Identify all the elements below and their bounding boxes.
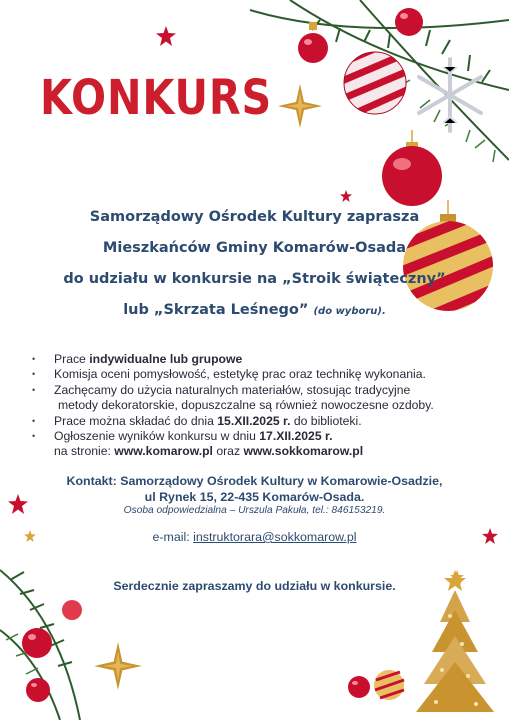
rule-text: Prace można składać do dnia — [54, 413, 218, 428]
email-line — [0, 530, 509, 544]
rule-emphasis: indywidualne lub grupowe — [89, 352, 243, 366]
star-icon — [92, 640, 144, 692]
red-bauble-icon — [394, 4, 424, 38]
contact-line: Kontakt: Samorządowy Ośrodek Kultury w Komarowie-Osadzie, — [66, 474, 443, 488]
rule-text: oraz — [212, 444, 244, 459]
invitation-line-main: lub „Skrzata Leśnego” — [123, 302, 309, 318]
red-bauble-icon — [24, 676, 52, 704]
red-bauble-icon — [20, 626, 54, 660]
red-bauble-icon — [346, 674, 372, 700]
invitation-line: Samorządowy Ośrodek Kultury zaprasza — [89, 209, 420, 225]
website-link[interactable]: www.komarow.pl — [114, 444, 213, 459]
rules-list — [32, 352, 492, 460]
email-link[interactable]: instruktorara@sokkomarow.pl — [193, 530, 357, 544]
striped-bauble-icon — [372, 668, 406, 702]
contact-person: Osoba odpowiedzialna – Urszula Pakuła, tel.: 846153219. — [123, 505, 386, 516]
contact-address: ul Rynek 15, 22-435 Komarów-Osada. — [144, 489, 365, 504]
striped-bauble-icon — [340, 48, 410, 118]
closing-text: Serdecznie zapraszamy do udziału w konkursie. — [113, 579, 396, 593]
red-bauble-icon — [380, 130, 444, 208]
rule-text: Komisja oceni pomysłowość, estetykę prac oraz technikę wykonania. — [54, 367, 426, 382]
rule-text: Prace — [54, 352, 90, 366]
red-bauble-icon — [60, 598, 84, 622]
list-item — [32, 414, 492, 429]
list-item — [32, 383, 492, 398]
list-item — [32, 429, 492, 444]
star-icon — [340, 190, 352, 202]
email-label: e-mail: — [152, 530, 194, 544]
invitation-line — [0, 295, 509, 327]
invitation-line: do udziału w konkursie na „Stroik świąteczny” — [63, 271, 446, 287]
rule-text: Ogłoszenie wyników konkursu w dniu — [54, 429, 260, 444]
list-item-continuation — [32, 398, 492, 413]
rule-text: Zachęcamy do użycia naturalnych materiałów, stosując tradycyjne — [54, 382, 411, 397]
list-item — [32, 367, 492, 382]
red-bauble-icon — [296, 22, 330, 66]
star-icon — [156, 26, 176, 46]
contact-block — [0, 474, 509, 505]
invitation-line: Mieszkańców Gminy Komarów-Osada — [102, 240, 407, 256]
star-icon — [276, 82, 324, 130]
website-link[interactable]: www.sokkomarow.pl — [243, 444, 364, 459]
list-item-continuation — [32, 444, 492, 459]
page-title: KONKURS — [40, 70, 273, 126]
invitation-line-note: (do wyboru). — [313, 306, 386, 317]
list-item — [32, 352, 492, 367]
rule-emphasis: 17.XII.2025 r. — [259, 429, 333, 444]
rule-text: na stronie: — [54, 444, 115, 459]
rule-emphasis: 15.XII.2025 r. — [217, 413, 291, 428]
invitation-text — [0, 202, 509, 327]
snowflake-icon — [410, 55, 490, 135]
rule-text: metody dekoratorskie, dopuszczalne są również nowoczesne ozdoby. — [58, 398, 434, 413]
rule-text: do biblioteki. — [290, 413, 362, 428]
